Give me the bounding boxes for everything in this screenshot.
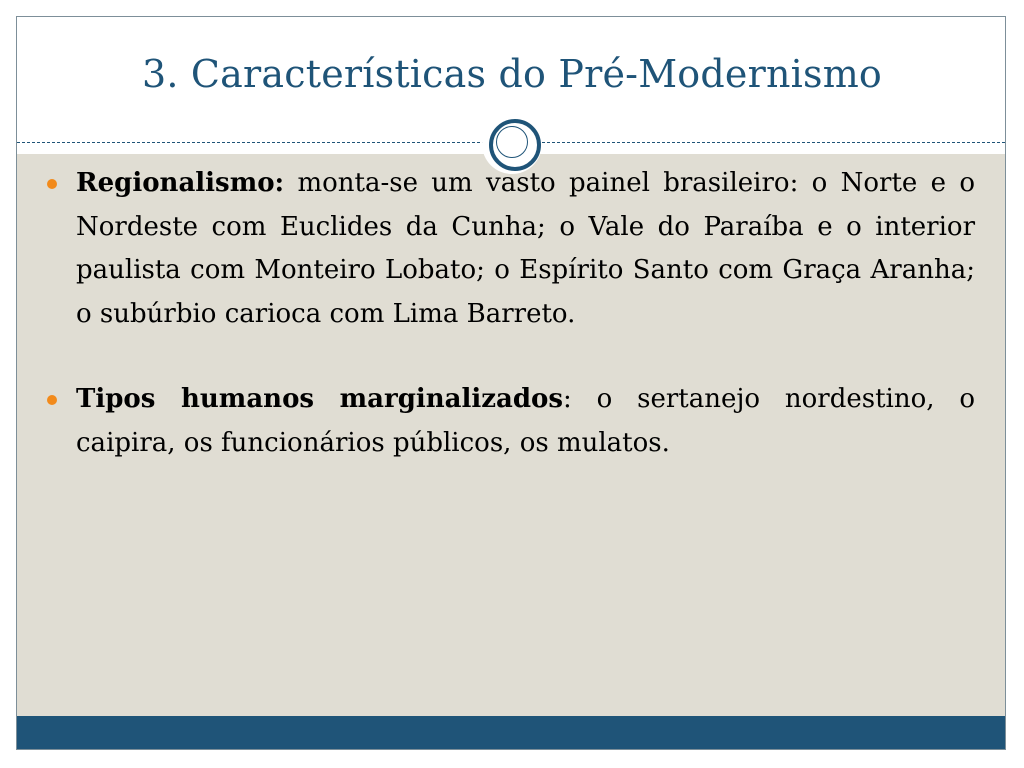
bullet-term: Tipos humanos marginalizados	[76, 384, 564, 414]
bullet-term: Regionalismo:	[76, 168, 285, 198]
bullet-list	[45, 162, 975, 507]
bullet-separator: :	[563, 384, 572, 414]
slide-title: 3. Características do Pré-Modernismo	[141, 52, 883, 96]
footer-bar	[17, 716, 1005, 749]
circle-ornament-inner-ring	[496, 126, 528, 158]
bullet-dot-icon	[47, 179, 57, 189]
bullet-item-regionalismo	[45, 162, 975, 336]
bullet-text: o sertanejo nordestino, o caipira, os funcionários públicos, os mulatos.	[76, 384, 975, 458]
bullet-item-tipos-humanos	[45, 378, 975, 465]
bullet-dot-icon	[47, 395, 57, 405]
bullet-text: monta-se um vasto painel brasileiro: o Norte e o Nordeste com Euclides da Cunha; o Vale do Paraíba e o interior paulista com Monteiro Lobato; o Espírito Santo com Graça Aranha; o subúrbio carioca com Lima Barreto.	[76, 168, 975, 329]
